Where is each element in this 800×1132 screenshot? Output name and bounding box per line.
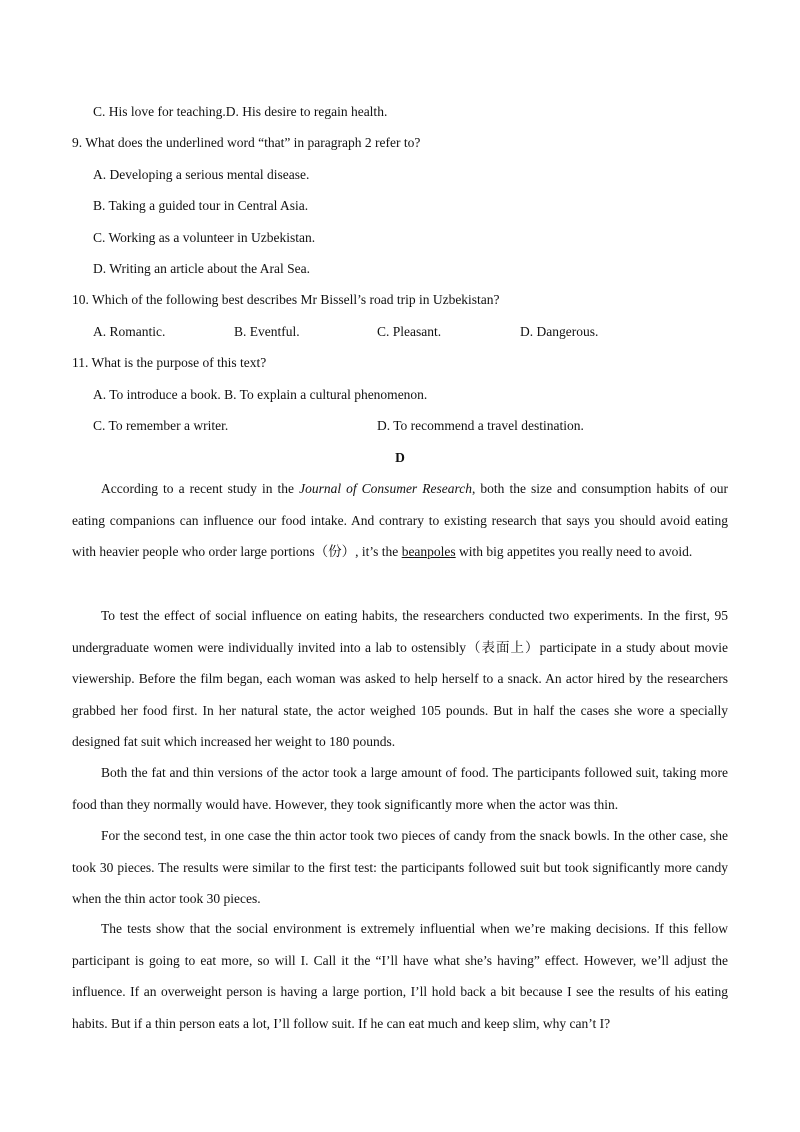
q10-option-c: C. Pleasant. bbox=[377, 324, 442, 339]
q8-option-c: C. His love for teaching. bbox=[93, 104, 226, 119]
q11-option-c: C. To remember a writer. bbox=[93, 418, 229, 433]
q9-option-a: A. Developing a serious mental disease. bbox=[93, 167, 310, 182]
q11-stem: 11. What is the purpose of this text? bbox=[72, 355, 267, 370]
p1-text-end: with big appetites you really need to avoid. bbox=[455, 544, 693, 559]
q8-option-d: D. His desire to regain health. bbox=[225, 104, 388, 119]
q9-stem: 9. What does the underlined word “that” in paragraph 2 refer to? bbox=[72, 135, 421, 150]
q10-option-a: A. Romantic. bbox=[93, 324, 166, 339]
passage-paragraph-1 bbox=[72, 473, 728, 568]
journal-name: Journal of Consumer Research bbox=[299, 481, 472, 496]
q10-stem: 10. Which of the following best describes Mr Bissell’s road trip in Uzbekistan? bbox=[72, 292, 500, 307]
q8-options-line bbox=[93, 104, 387, 120]
section-title: D bbox=[395, 450, 405, 465]
q9-option-b: B. Taking a guided tour in Central Asia. bbox=[93, 198, 309, 213]
underlined-word-beanpoles: beanpoles bbox=[401, 544, 456, 559]
q11-options-cd bbox=[0, 418, 800, 434]
q11-option-d: D. To recommend a travel destination. bbox=[377, 418, 584, 433]
q10-option-b: B. Eventful. bbox=[234, 324, 300, 339]
q11-option-b: B. To explain a cultural phenomenon. bbox=[224, 387, 428, 402]
passage-paragraph-2: To test the effect of social influence on eating habits, the researchers conducted two experiments. In the first, 95 undergraduate women were individually invited into a lab to ostensibly（表面上）participate in a study about movie viewership. Before the film began, each woman was asked to help herself to a snack. An actor hired by the researchers grabbed her food first. In her natural state, the actor weighed 105 pounds. But in half the cases she wore a specially designed fat suit which increased her weight to 180 pounds. bbox=[72, 608, 728, 749]
passage-paragraph-5: The tests show that the social environment is extremely influential when we’re making decisions. If this fellow participant is going to eat more, so will I. Call it the “I’ll have what she’s having” effect. However, we’ll adjust the influence. If an overweight person is having a large portion, I’ll hold back a bit because I see the results of his eating habits. But if a thin person eats a lot, I’ll follow suit. If he can eat much and keep slim, why can’t I? bbox=[72, 921, 728, 1031]
q9-option-c: C. Working as a volunteer in Uzbekistan. bbox=[93, 230, 316, 245]
q11-options-ab bbox=[93, 387, 427, 403]
passage-paragraph-4: For the second test, in one case the thin actor took two pieces of candy from the snack bowls. In the other case, she took 30 pieces. The results were similar to the first test: the participants followed suit but took significantly more candy when the thin actor took 30 pieces. bbox=[72, 828, 728, 906]
q10-option-d: D. Dangerous. bbox=[520, 324, 599, 339]
passage-paragraph-3: Both the fat and thin versions of the actor took a large amount of food. The participants followed suit, taking more food than they normally would have. However, they took significantly more when the actor was thin. bbox=[72, 765, 728, 812]
q9-option-d: D. Writing an article about the Aral Sea. bbox=[93, 261, 311, 276]
p1-text-middle: , both the size and consumption habits of our eating companions can influence our food intake. And contrary to existing research that says you should avoid eating with heavier people who order large portions（份）, it’s the bbox=[72, 481, 728, 559]
q10-options bbox=[0, 324, 800, 340]
q11-option-a: A. To introduce a book. bbox=[93, 387, 221, 402]
p1-text-start: According to a recent study in the bbox=[101, 481, 300, 496]
